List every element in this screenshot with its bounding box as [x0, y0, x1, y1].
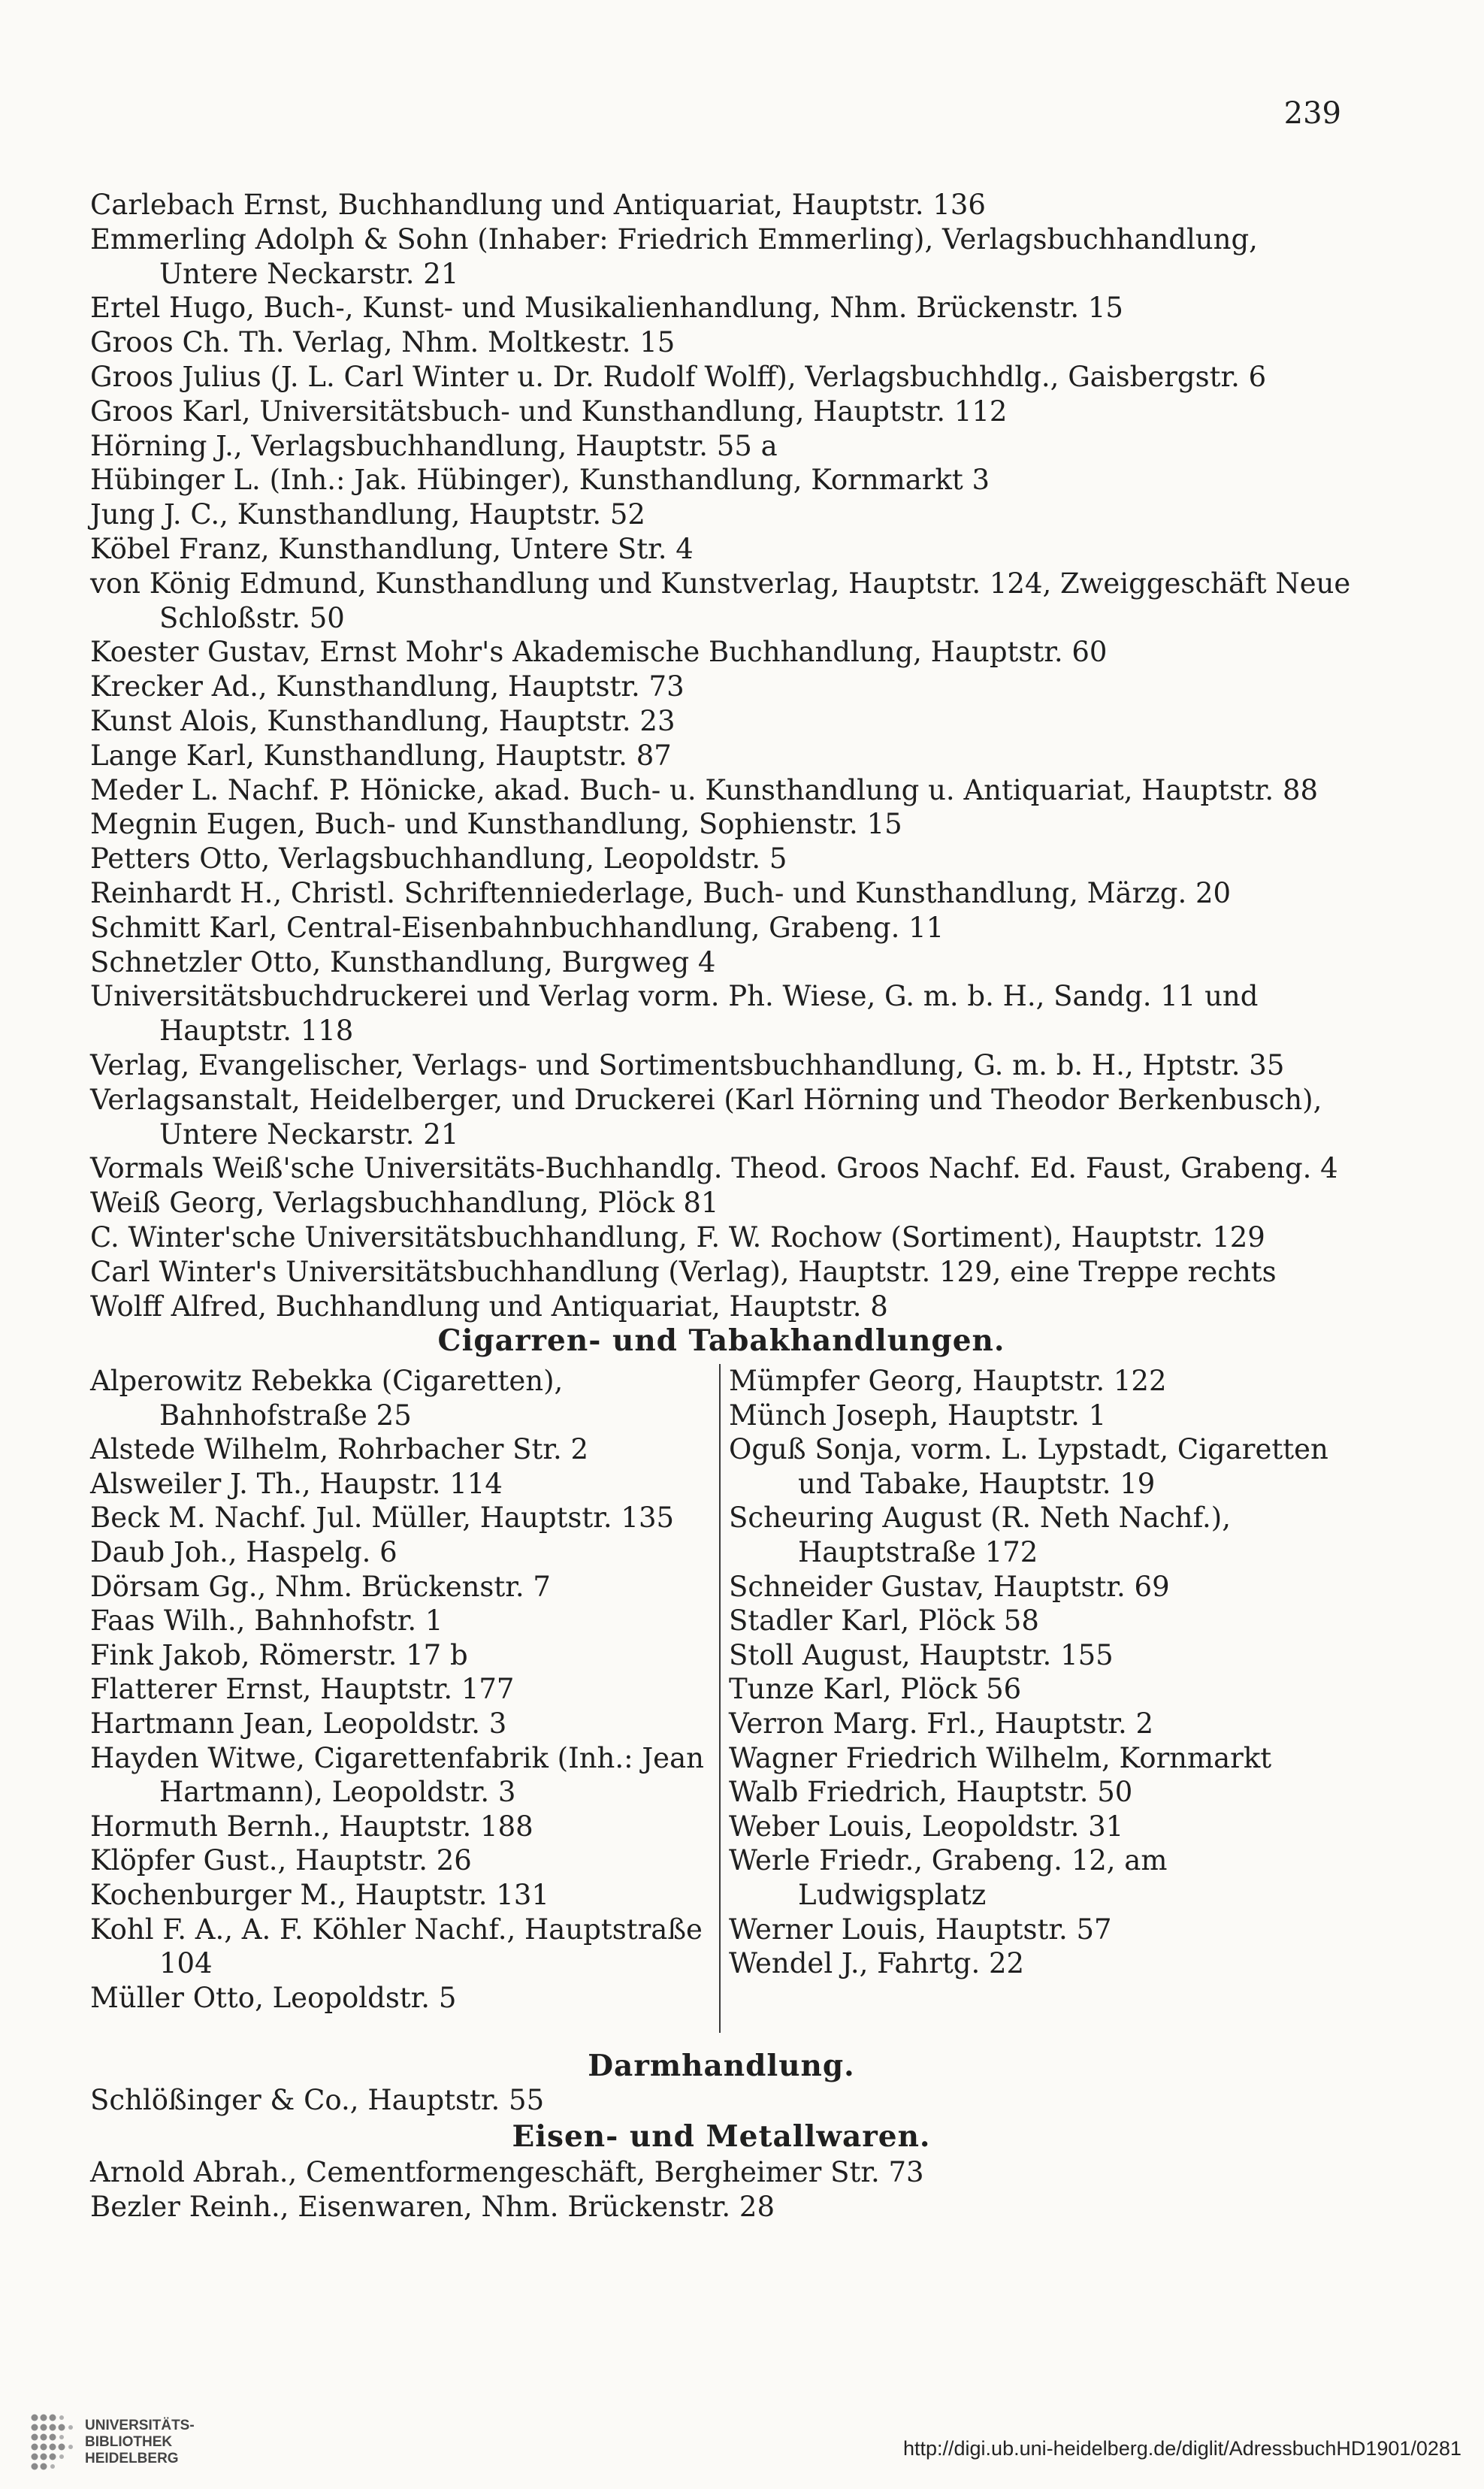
list-item: Stoll August, Hauptstr. 155	[729, 1638, 1114, 1671]
list-item: Hormuth Bernh., Hauptstr. 188	[90, 1810, 533, 1843]
list-item: Hübinger L. (Inh.: Jak. Hübinger), Kunsthandlung, Kornmarkt 3	[90, 464, 990, 497]
list-item: C. Winter'sche Universitätsbuchhandlung, F. W. Rochow (Sortiment), Hauptstr. 129	[90, 1220, 1265, 1254]
page-number: 239	[1283, 96, 1341, 131]
metal-section-heading: Eisen- und Metallwaren.	[512, 2119, 931, 2154]
list-item: Mümpfer Georg, Hauptstr. 122	[729, 1365, 1167, 1397]
list-item: Hayden Witwe, Cigarettenfabrik (Inh.: Jean Hartmann), Leopoldstr. 3	[90, 1741, 713, 1809]
list-item: Wolff Alfred, Buchhandlung und Antiquariat, Hauptstr. 8	[90, 1290, 888, 1323]
library-logo-text	[85, 2418, 195, 2467]
list-item: Emmerling Adolph & Sohn (Inhaber: Friedrich Emmerling), Verlagsbuchhandlung, Untere Neckarstr. 21	[90, 222, 1267, 290]
list-item: Tunze Karl, Plöck 56	[729, 1673, 1022, 1706]
list-item: Daub Joh., Haspelg. 6	[90, 1535, 397, 1568]
list-item: Beck M. Nachf. Jul. Müller, Hauptstr. 135	[90, 1502, 675, 1535]
list-item: Walb Friedrich, Hauptstr. 50	[729, 1776, 1133, 1809]
list-item: Bezler Reinh., Eisenwaren, Nhm. Brückenstr. 28	[90, 2190, 775, 2223]
list-item: Alstede Wilhelm, Rohrbacher Str. 2	[90, 1433, 589, 1466]
list-item: Arnold Abrah., Cementformengeschäft, Bergheimer Str. 73	[90, 2155, 924, 2188]
list-item: Verron Marg. Frl., Hauptstr. 2	[729, 1707, 1154, 1740]
list-item: Reinhardt H., Christl. Schriftenniederlage, Buch- und Kunsthandlung, Märzg. 20	[90, 876, 1232, 909]
list-item: von König Edmund, Kunsthandlung und Kunstverlag, Hauptstr. 124, Zweiggeschäft Neue Schloßstr. 50	[90, 567, 1360, 634]
tail-list	[90, 2083, 1353, 2224]
list-item: Hörning J., Verlagsbuchhandlung, Hauptstr. 55 a	[90, 429, 778, 462]
list-item: Koester Gustav, Ernst Mohr's Akademische Buchhandlung, Hauptstr. 60	[90, 636, 1108, 669]
list-item: Carlebach Ernst, Buchhandlung und Antiquariat, Hauptstr. 136	[90, 189, 986, 221]
cigar-right-column	[729, 1364, 1353, 1981]
list-item: Weber Louis, Leopoldstr. 31	[729, 1810, 1124, 1843]
list-item: Universitätsbuchdruckerei und Verlag vorm. Ph. Wiese, G. m. b. H., Sandg. 11 und Hauptstr. 118	[90, 980, 1268, 1048]
list-item: Schmitt Karl, Central-Eisenbahnbuchhandlung, Grabeng. 11	[90, 911, 945, 944]
source-url-link[interactable]: http://digi.ub.uni-heidelberg.de/diglit/AdressbuchHD1901/0281	[902, 2437, 1461, 2460]
list-item: Groos Julius (J. L. Carl Winter u. Dr. Rudolf Wolff), Verlagsbuchhdlg., Gaisbergstr. 6	[90, 360, 1267, 393]
list-item: Kochenburger M., Hauptstr. 131	[90, 1878, 549, 1911]
list-item: Oguß Sonja, vorm. L. Lypstadt, Cigaretten und Tabake, Hauptstr. 19	[729, 1433, 1337, 1500]
list-item: Meder L. Nachf. P. Hönicke, akad. Buch- u. Kunsthandlung u. Antiquariat, Hauptstr. 88	[90, 773, 1319, 806]
list-item: Hartmann Jean, Leopoldstr. 3	[90, 1707, 507, 1740]
list-item: Weiß Georg, Verlagsbuchhandlung, Plöck 81	[90, 1187, 719, 1220]
list-item: Verlagsanstalt, Heidelberger, und Druckerei (Karl Hörning und Theodor Berkenbusch), Untere Neckarstr. 21	[90, 1083, 1331, 1151]
list-item: Jung J. C., Kunsthandlung, Hauptstr. 52	[90, 498, 645, 531]
list-item: Wendel J., Fahrtg. 22	[729, 1947, 1025, 1980]
logo-line: HEIDELBERG	[85, 2451, 179, 2466]
cigar-left-column	[90, 1364, 721, 2015]
list-item: Fink Jakob, Römerstr. 17 b	[90, 1638, 468, 1671]
list-item: Verlag, Evangelischer, Verlags- und Sortimentsbuchhandlung, G. m. b. H., Hptstr. 35	[90, 1048, 1285, 1081]
darm-section-heading: Darmhandlung.	[588, 2049, 855, 2083]
book-dealers-list	[90, 188, 1360, 1323]
library-logo-icon	[27, 2407, 77, 2482]
list-item: Köbel Franz, Kunsthandlung, Untere Str. 4	[90, 532, 694, 565]
list-item: Klöpfer Gust., Hauptstr. 26	[90, 1844, 472, 1877]
cigar-section-heading: Cigarren- und Tabakhandlungen.	[437, 1323, 1005, 1358]
list-item: Groos Ch. Th. Verlag, Nhm. Moltkestr. 15	[90, 326, 676, 359]
list-item: Groos Karl, Universitätsbuch- und Kunsthandlung, Hauptstr. 112	[90, 395, 1008, 428]
list-item: Krecker Ad., Kunsthandlung, Hauptstr. 73	[90, 670, 685, 703]
footer	[0, 2401, 1484, 2489]
list-item: Petters Otto, Verlagsbuchhandlung, Leopoldstr. 5	[90, 842, 787, 876]
list-item: Flatterer Ernst, Hauptstr. 177	[90, 1673, 515, 1706]
list-item: Werle Friedr., Grabeng. 12, am Ludwigsplatz	[729, 1844, 1177, 1911]
column-divider	[719, 1364, 721, 2033]
list-item: Scheuring August (R. Neth Nachf.), Hauptstraße 172	[729, 1502, 1240, 1568]
list-item: Alperowitz Rebekka (Cigaretten), Bahnhofstraße 25	[90, 1365, 573, 1432]
list-item: Carl Winter's Universitätsbuchhandlung (Verlag), Hauptstr. 129, eine Treppe rechts	[90, 1255, 1277, 1288]
list-item: Ertel Hugo, Buch-, Kunst- und Musikalienhandlung, Nhm. Brückenstr. 15	[90, 292, 1123, 325]
list-item: Lange Karl, Kunsthandlung, Hauptstr. 87	[90, 739, 672, 772]
list-item: Schlößinger & Co., Hauptstr. 55	[90, 2084, 545, 2116]
list-item: Werner Louis, Hauptstr. 57	[729, 1913, 1112, 1946]
list-item: Kohl F. A., A. F. Köhler Nachf., Hauptstraße 104	[90, 1913, 712, 1980]
list-item: Dörsam Gg., Nhm. Brückenstr. 7	[90, 1570, 551, 1603]
list-item: Faas Wilh., Bahnhofstr. 1	[90, 1604, 443, 1638]
list-item: Schnetzler Otto, Kunsthandlung, Burgweg 4	[90, 945, 716, 978]
list-item: Schneider Gustav, Hauptstr. 69	[729, 1570, 1170, 1603]
list-item: Vormals Weiß'sche Universitäts-Buchhandlg. Theod. Groos Nachf. Ed. Faust, Grabeng. 4	[90, 1152, 1338, 1185]
list-item: Megnin Eugen, Buch- und Kunsthandlung, Sophienstr. 15	[90, 808, 902, 841]
list-item: Kunst Alois, Kunsthandlung, Hauptstr. 23	[90, 704, 676, 737]
list-item: Stadler Karl, Plöck 58	[729, 1604, 1039, 1638]
list-item: Wagner Friedrich Wilhelm, Kornmarkt	[729, 1741, 1272, 1774]
cigar-columns	[90, 1364, 1353, 2033]
logo-line: BIBLIOTHEK	[85, 2434, 173, 2450]
list-item: Münch Joseph, Hauptstr. 1	[729, 1399, 1107, 1432]
list-item: Alsweiler J. Th., Haupstr. 114	[90, 1467, 503, 1500]
logo-line: UNIVERSITÄTS-	[85, 2418, 195, 2433]
list-item: Müller Otto, Leopoldstr. 5	[90, 1981, 457, 2014]
